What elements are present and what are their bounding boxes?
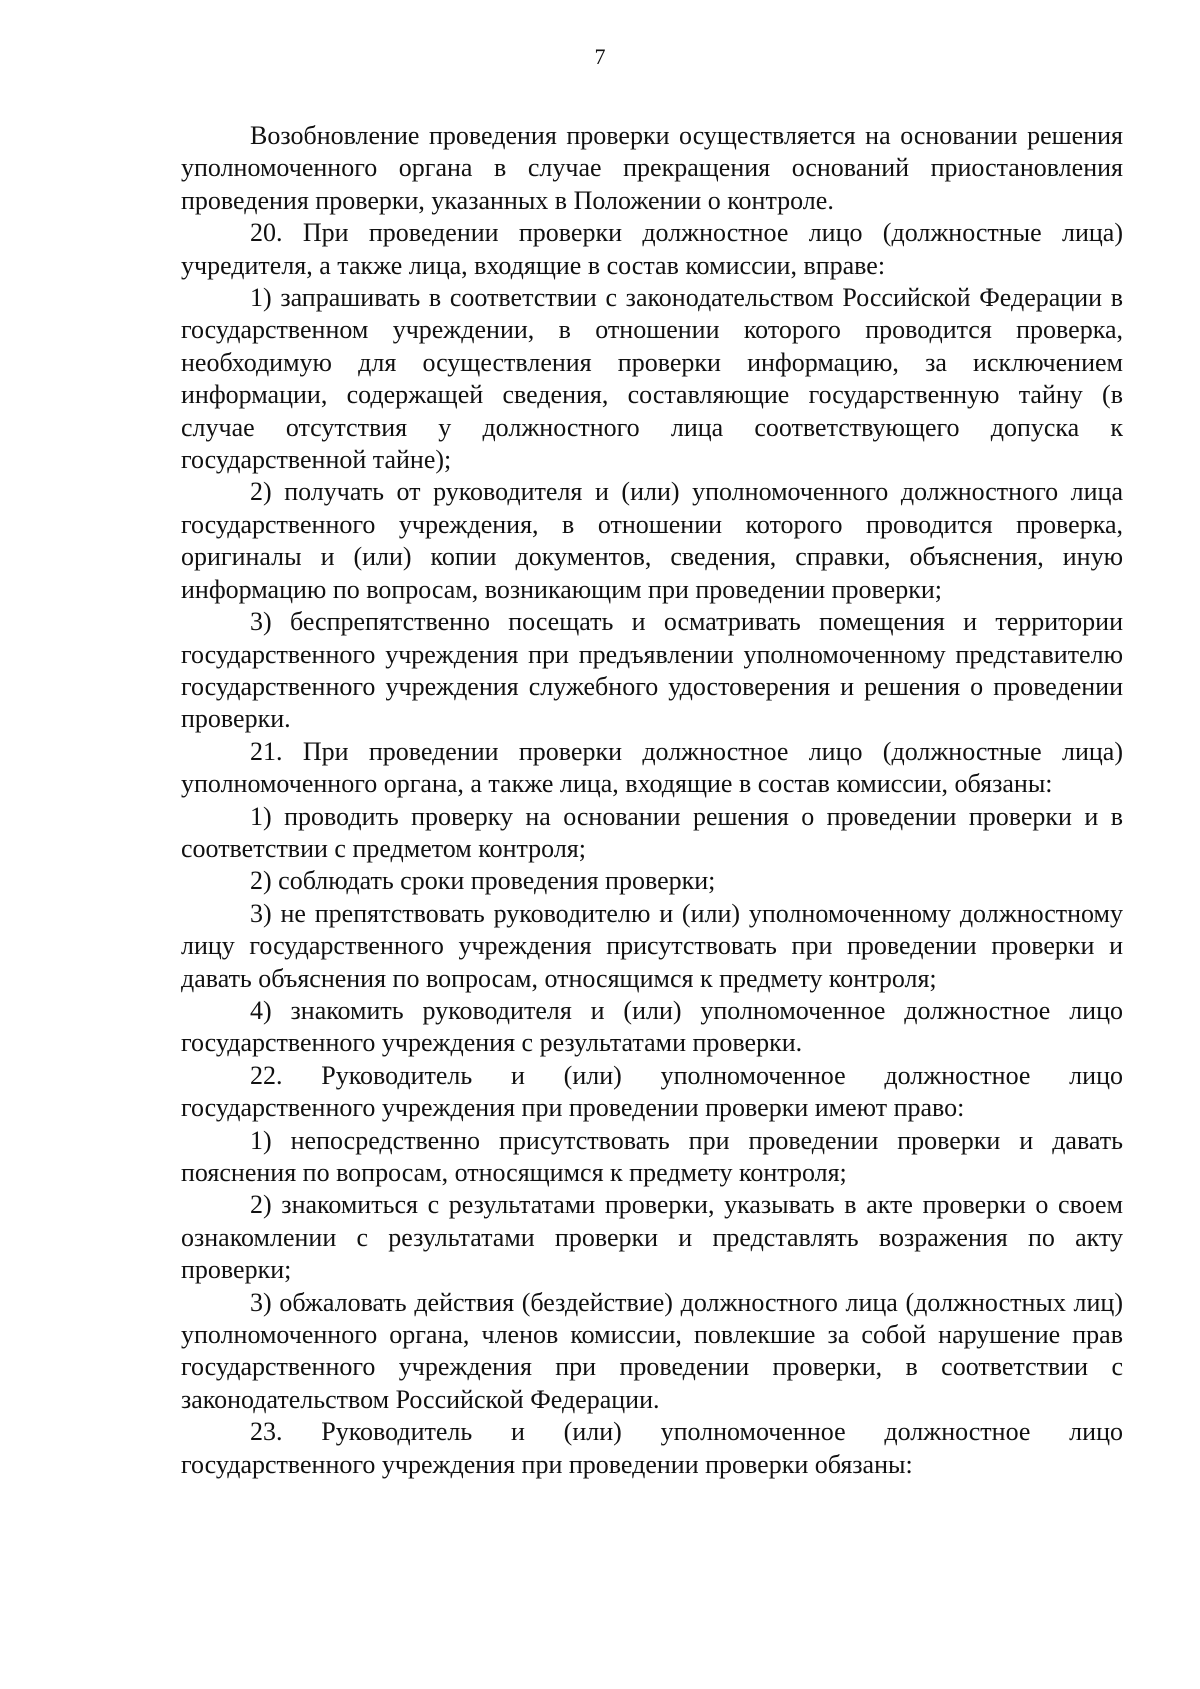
- paragraph-20: 20. При проведении проверки должностное лицо (должностные лица) учредителя, а также лица, входящие в состав комиссии, вправе:: [181, 218, 1123, 280]
- paragraph-20-item-3: 3) беспрепятственно посещать и осматривать помещения и территории государственного учреждения при предъявлении уполномоченному представителю государственного учреждения служебного удостоверения и решения о проведении проверки.: [181, 607, 1123, 734]
- paragraph-22-item-3: 3) обжаловать действия (бездействие) должностного лица (должностных лиц) уполномоченного органа, членов комиссии, повлекшие за собой нарушение прав государственного учреждения при проведении проверки, в соответствии с законодательством Российской Федерации.: [181, 1287, 1123, 1414]
- paragraph-21-item-4: 4) знакомить руководителя и (или) уполномоченное должностное лицо государственного учреждения с результатами проверки.: [181, 995, 1123, 1058]
- paragraph-21-item-3: 3) не препятствовать руководителю и (или) уполномоченному должностному лицу государственного учреждения присутствовать при проведении проверки и давать объяснения по вопросам, относящимся к предмету контроля;: [181, 898, 1123, 993]
- paragraph-22-item-1: 1) непосредственно присутствовать при проведении проверки и давать пояснения по вопросам, относящимся к предмету контроля;: [181, 1125, 1123, 1187]
- paragraph-23: 23. Руководитель и (или) уполномоченное должностное лицо государственного учреждения при проведении проверки обязаны:: [181, 1417, 1123, 1479]
- paragraph-22-item-2: 2) знакомиться с результатами проверки, указывать в акте проверки о своем ознакомлении с результатами проверки и представлять возражения по акту проверки;: [181, 1190, 1123, 1285]
- paragraph-21: 21. При проведении проверки должностное лицо (должностные лица) уполномоченного органа, а также лица, входящие в состав комиссии, обязаны:: [181, 736, 1123, 799]
- paragraph-22: 22. Руководитель и (или) уполномоченное должностное лицо государственного учреждения при проведении проверки имеют право:: [181, 1060, 1123, 1123]
- paragraph-21-item-1: 1) проводить проверку на основании решения о проведении проверки и в соответствии с предметом контроля;: [181, 801, 1123, 863]
- paragraph-20-item-2: 2) получать от руководителя и (или) уполномоченного должностного лица государственного учреждения, в отношении которого проводится проверка, оригиналы и (или) копии документов, сведения, справки, объяснения, иную информацию по вопросам, возникающим при проведении проверки;: [181, 477, 1123, 604]
- paragraph-21-item-2: 2) соблюдать сроки проведения проверки;: [250, 866, 716, 896]
- paragraph-resumption: Возобновление проведения проверки осуществляется на основании решения уполномоченного органа в случае прекращения оснований приостановления проведения проверки, указанных в Положении о контроле.: [181, 121, 1123, 215]
- document-body: [181, 120, 1123, 1481]
- page-number: 7: [594, 44, 606, 69]
- paragraph-20-item-1: 1) запрашивать в соответствии с законодательством Российской Федерации в государственном учреждении, в отношении которого проводится проверка, необходимую для осуществления проверки информацию, за исключением информации, содержащей сведения, составляющие государственную тайну (в случае отсутствия у должностного лица соответствующего допуска к государственной тайне);: [181, 283, 1123, 475]
